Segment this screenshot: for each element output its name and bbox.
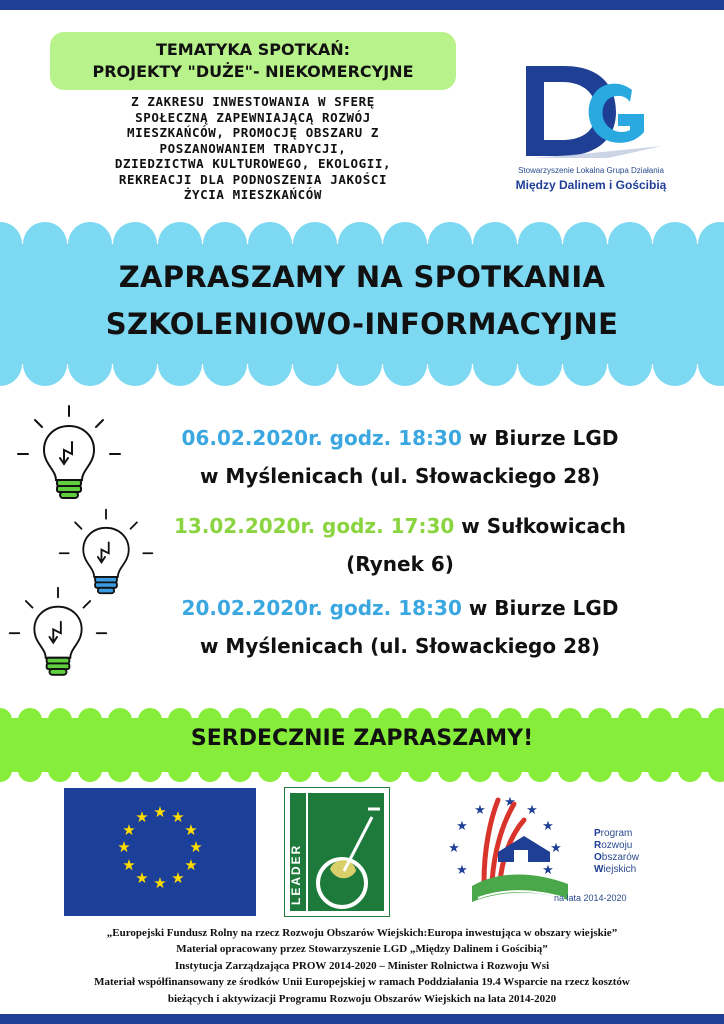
topic-description-line: POSZANOWANIEM TRADYCJI, [159, 140, 347, 156]
svg-text:★: ★ [171, 808, 185, 826]
meeting-line [140, 507, 660, 545]
topic-description-line: REKREACJI DLA PODNOSZENIA JAKOŚCI [118, 171, 388, 187]
meeting-line [130, 589, 670, 627]
topic-title: TEMATYKA SPOTKAŃ: [155, 40, 351, 59]
funding-footer [20, 925, 704, 1007]
topic-heading-pill [50, 32, 456, 90]
lgd-logo [496, 60, 686, 200]
svg-text:★: ★ [542, 863, 554, 878]
svg-text:★: ★ [135, 808, 149, 826]
meeting-line [130, 419, 670, 457]
topic-description-line: DZIEDZICTWA KULTUROWEGO, EKOLOGII, [114, 156, 392, 171]
meeting-item [140, 507, 660, 583]
svg-text:★: ★ [550, 841, 562, 856]
svg-text:★: ★ [184, 821, 198, 839]
top-border-bar [0, 0, 724, 10]
svg-text:★: ★ [117, 838, 131, 856]
svg-text:★: ★ [448, 841, 460, 856]
svg-text:★: ★ [122, 821, 136, 839]
topic-description-line: MIESZKAŃCÓW, PROMOCJĘ OBSZARU Z [127, 125, 379, 140]
footer-line: Materiał współfinansowany ze środków Unii Europejskiej w ramach Poddziałania 19.4 Wsparcie na rzecz kosztów [94, 976, 630, 989]
closing-invitation: SERDECZNIE ZAPRASZAMY! [190, 726, 534, 751]
footer-line: Materiał opracowany przez Stowarzyszenie LGD „Między Dalinem i Gościbią” [176, 943, 548, 956]
bottom-border-bar [0, 1014, 724, 1024]
lightbulb-icon [14, 402, 124, 512]
lgd-dg-mark [512, 60, 672, 160]
lgd-logo-name: Między Dalinem i Gościbią [515, 178, 667, 192]
footer-line: bieżących i aktywizacji Programu Rozwoju Obszarów Wiejskich na lata 2014-2020 [167, 992, 557, 1005]
footer-line: „Europejski Fundusz Rolny na rzecz Rozwoju Obszarów Wiejskich:Europa inwestująca w obszary wiejskie” [106, 927, 618, 939]
meeting-address: w Myślenicach (ul. Słowackiego 28) [199, 464, 601, 488]
prow-text-line: Wiejskich [594, 864, 637, 875]
invitation-title-line: SZKOLENIOWO-INFORMACYJNE [105, 307, 619, 341]
lightbulb-icon [6, 584, 110, 688]
svg-text:★: ★ [456, 819, 468, 834]
leader-logo [284, 787, 390, 917]
svg-text:★: ★ [153, 803, 167, 821]
svg-text:★: ★ [504, 795, 516, 810]
svg-text:★: ★ [135, 869, 149, 887]
topic-description-line: SPOŁECZNĄ ZAPEWNIAJĄCĄ ROZWÓJ [135, 109, 371, 125]
meeting-item [130, 589, 670, 665]
svg-text:★: ★ [153, 874, 167, 892]
meeting-date: 06.02.2020r. godz. 18:30 [181, 426, 462, 450]
prow-text-line: Program [594, 828, 633, 839]
meeting-address: (Rynek 6) [346, 552, 454, 576]
prow-text-line: Obszarów [594, 852, 640, 863]
leader-logo-text: LEADER [289, 843, 303, 905]
footer-line: Instytucja Zarządzająca PROW 2014-2020 – Minister Rolnictwa i Rozwoju Wsi [174, 959, 550, 972]
svg-text:★: ★ [189, 838, 203, 856]
invitation-title [0, 254, 724, 348]
svg-text:★: ★ [474, 803, 486, 818]
eu-flag-logo [64, 788, 256, 916]
lgd-logo-subtitle: Stowarzyszenie Lokalna Grupa Działania [518, 166, 664, 175]
meeting-address: w Myślenicach (ul. Słowackiego 28) [199, 634, 601, 658]
meeting-place: w Biurze LGD [461, 596, 619, 620]
topic-description-line: ŻYCIA MIESZKAŃCÓW [183, 187, 323, 202]
svg-text:★: ★ [456, 863, 468, 878]
svg-text:★: ★ [184, 856, 198, 874]
meeting-place: w Sułkowicach [454, 514, 627, 538]
meeting-date: 13.02.2020r. godz. 17:30 [173, 514, 455, 538]
svg-text:★: ★ [171, 869, 185, 887]
svg-text:★: ★ [122, 856, 136, 874]
svg-text:★: ★ [542, 819, 554, 834]
prow-text-line: Rozwoju [594, 840, 633, 851]
prow-years: na lata 2014-2020 [554, 893, 627, 903]
meeting-item [130, 419, 670, 495]
svg-text:★: ★ [526, 803, 538, 818]
meeting-date: 20.02.2020r. godz. 18:30 [181, 596, 462, 620]
meeting-place: w Biurze LGD [461, 426, 619, 450]
invitation-title-line: ZAPRASZAMY NA SPOTKANIA [118, 260, 606, 294]
topic-description-line: Z ZAKRESU INWESTOWANIA W SFERĘ [131, 94, 375, 109]
topic-subtitle: PROJEKTY "DUŻE"- NIEKOMERCYJNE [92, 62, 414, 81]
topic-description [52, 94, 454, 203]
